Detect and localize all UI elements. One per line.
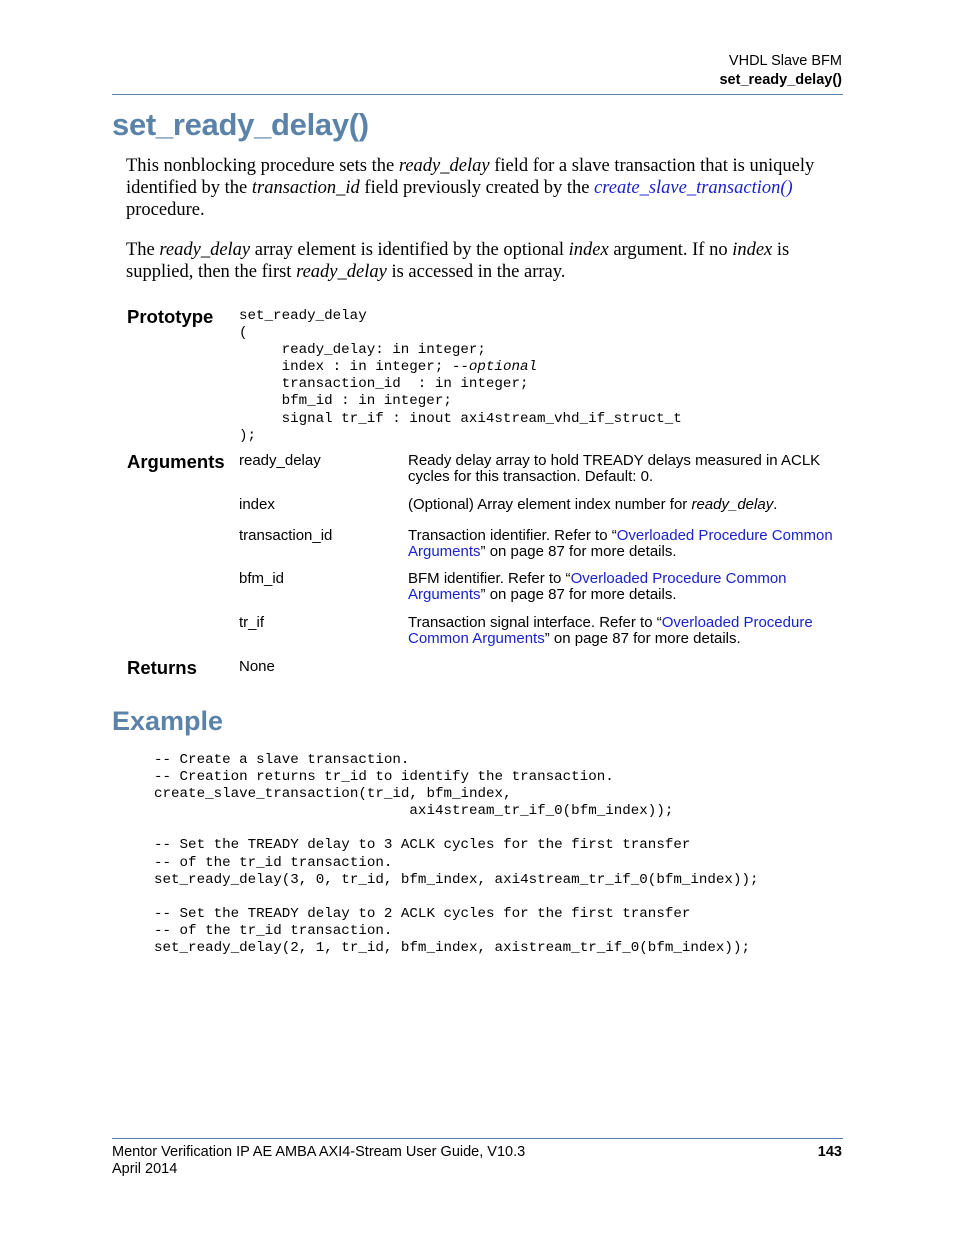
arg-desc-tr-if: Transaction signal interface. Refer to “Overloaded Procedure Common Arguments” on page 87 for more details. (408, 614, 813, 647)
running-header (719, 52, 842, 90)
overloaded-args-link-2[interactable]: Overloaded Procedure Common Arguments (408, 570, 787, 603)
footer-doc-title: Mentor Verification IP AE AMBA AXI4-Stream User Guide, V10.3 (112, 1144, 526, 1160)
intro-paragraph-2: The ready_delay array element is identified by the optional index argument. If no index is supplied, then the first ready_delay is accessed in the array. (126, 240, 790, 282)
header-section: set_ready_delay() (719, 72, 842, 88)
create-slave-transaction-link[interactable]: create_slave_transaction() (594, 178, 793, 198)
footer-date: April 2014 (112, 1161, 178, 1177)
example-heading: Example (112, 706, 224, 736)
header-rule (112, 94, 843, 95)
arg-desc-transaction-id: Transaction identifier. Refer to “Overloaded Procedure Common Arguments” on page 87 for more details. (408, 527, 833, 560)
arguments-label: Arguments (127, 451, 225, 472)
header-chapter: VHDL Slave BFM (728, 53, 842, 69)
arg-desc-bfm-id: BFM identifier. Refer to “Overloaded Procedure Common Arguments” on page 87 for more details. (408, 570, 787, 603)
returns-value: None (239, 658, 275, 675)
prototype-code: set_ready_delay ( ready_delay: in integer; index : in integer; --optional transaction_id : in integer; bfm_id : in integer; signal tr_if : inout axi4stream_vhd_if_struct_t ); (239, 308, 682, 444)
example-code: -- Create a slave transaction. -- Creation returns tr_id to identify the transaction. create_slave_transaction(tr_id, bfm_index, axi4stream_tr_if_0(bfm_index)); -- Set the TREADY delay to 3 ACLK cycles for the first transfer -- of the tr_id transaction. set_ready_delay(3, 0, tr_id, bfm_index, axi4stream_tr_if_0(bfm_index)); -- Set the TREADY delay to 2 ACLK cycles for the first transfer -- of the tr_id transaction. set_ready_delay(2, 1, tr_id, bfm_index, axistream_tr_if_0(bfm_index)); (154, 752, 759, 957)
arg-desc-index: (Optional) Array element index number for ready_delay. (408, 496, 778, 513)
arg-name-transaction-id: transaction_id (239, 527, 333, 544)
arg-name-bfm-id: bfm_id (239, 570, 285, 587)
overloaded-args-link-1[interactable]: Overloaded Procedure Common Arguments (408, 527, 833, 560)
returns-label: Returns (127, 657, 197, 678)
arg-name-ready-delay: ready_delay (239, 452, 321, 469)
arg-name-index: index (239, 496, 275, 513)
page-title: set_ready_delay() (112, 107, 369, 142)
arg-desc-ready-delay: Ready delay array to hold TREADY delays measured in ACLK cycles for this transaction. Default: 0. (408, 452, 821, 485)
arg-name-tr-if: tr_if (239, 614, 265, 631)
page-number: 143 (817, 1144, 842, 1160)
footer-left (112, 1144, 525, 1178)
overloaded-args-link-3[interactable]: Overloaded Procedure Common Arguments (408, 614, 813, 647)
prototype-label: Prototype (127, 306, 214, 327)
footer-rule (112, 1138, 843, 1139)
intro-paragraph-1: This nonblocking procedure sets the ready_delay field for a slave transaction that is uniquely identified by the transaction_id field previously created by the create_slave_transaction() procedure. (126, 156, 815, 220)
